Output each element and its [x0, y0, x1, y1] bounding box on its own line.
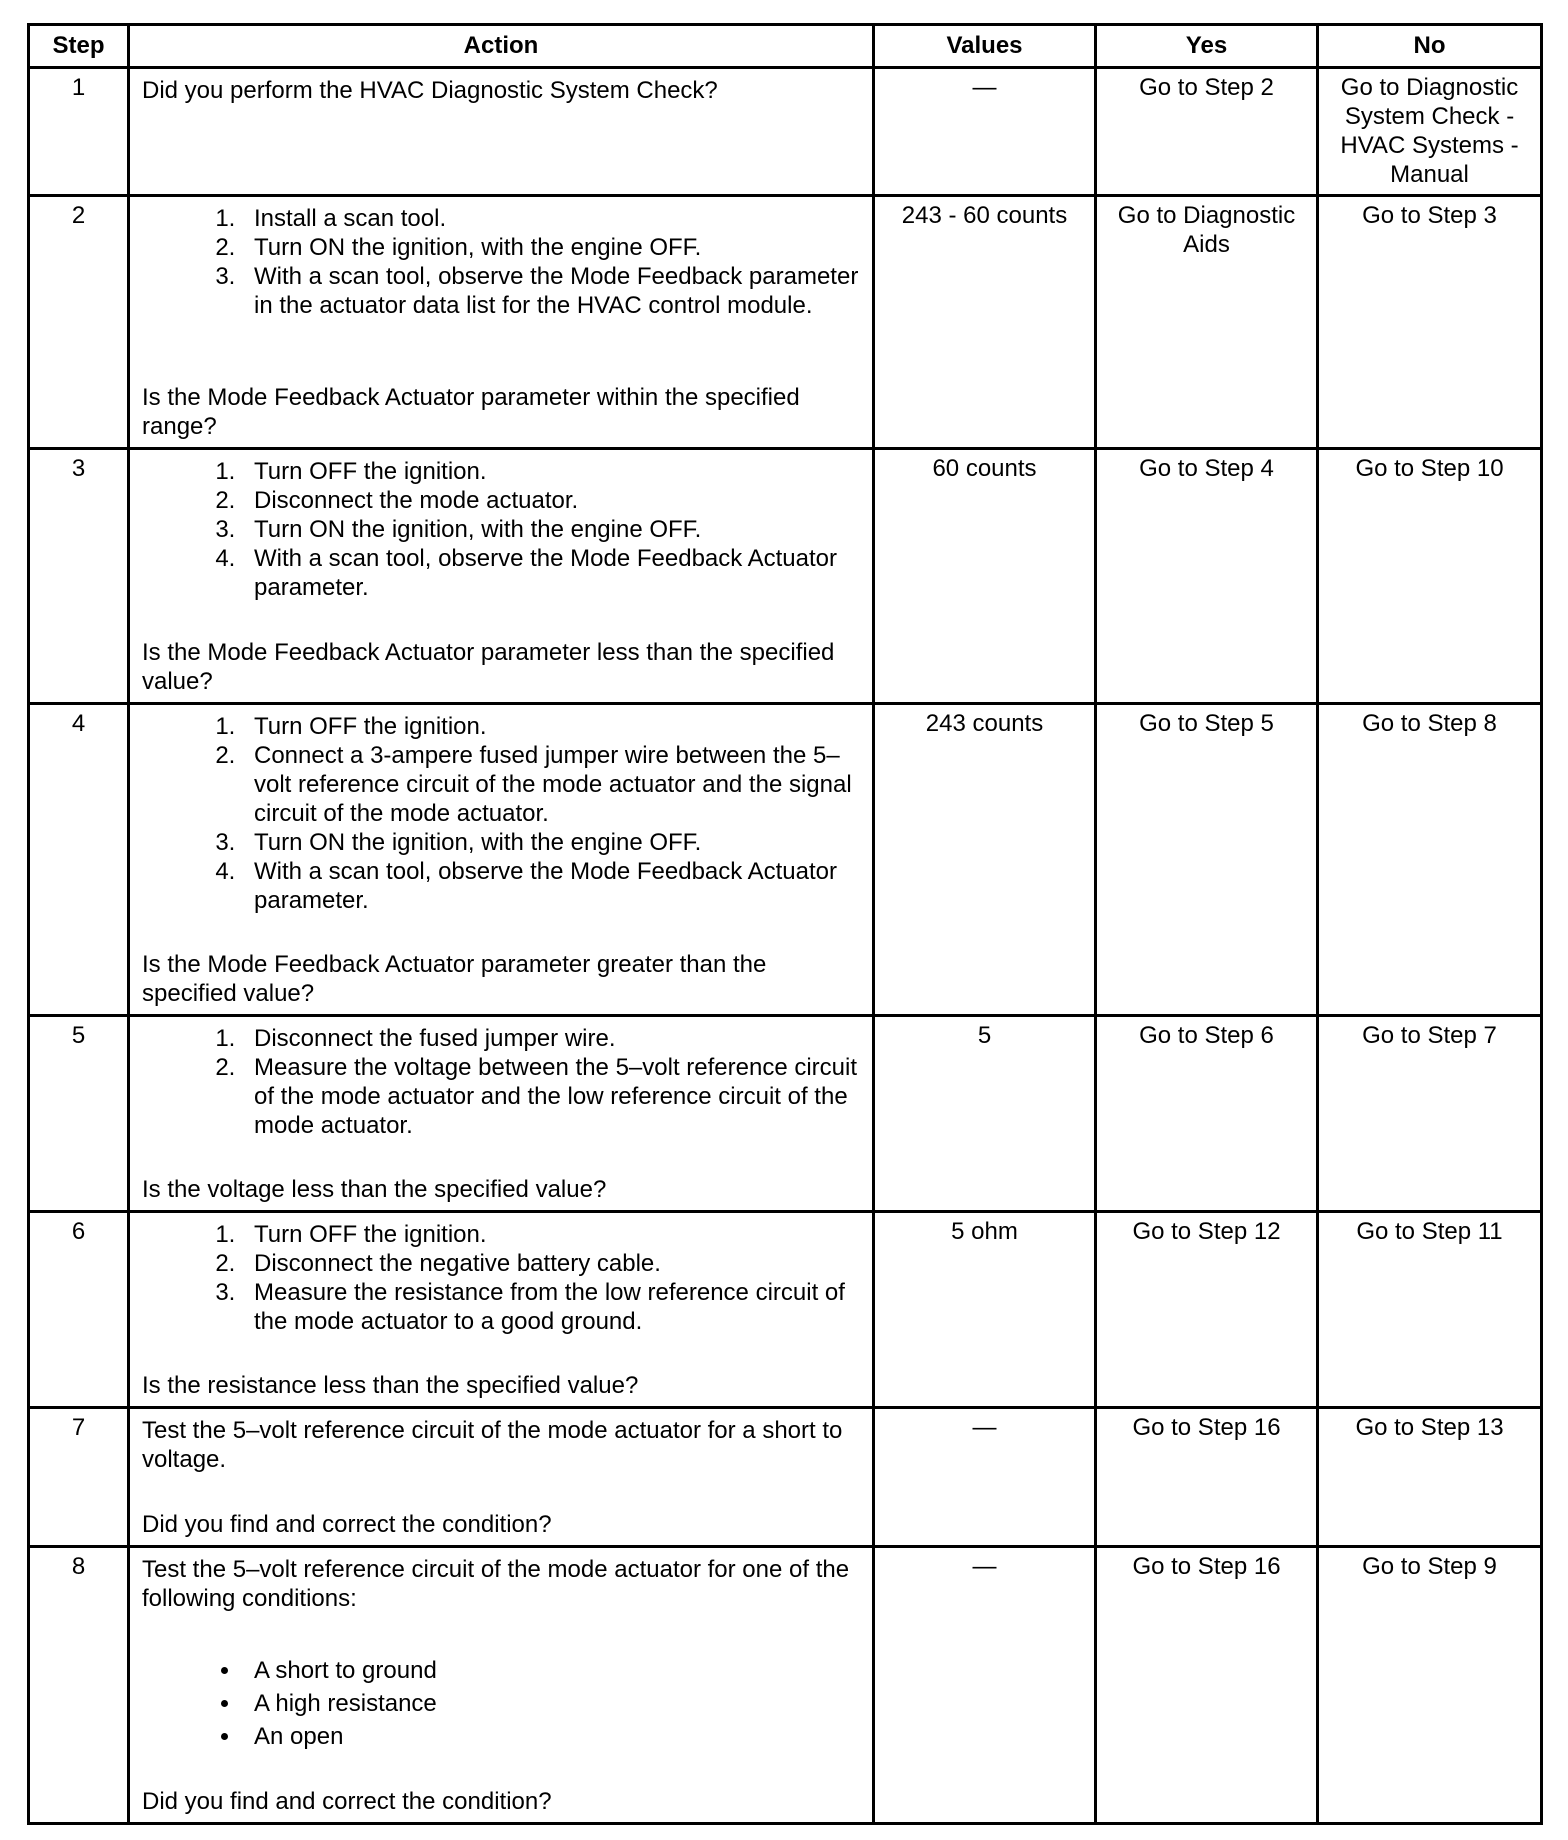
step-number: 4 — [29, 703, 129, 1015]
no-cell: Go to Step 13 — [1318, 1408, 1542, 1546]
value-cell: — — [874, 1408, 1096, 1546]
table-row — [29, 1546, 1542, 1823]
yes-cell: Go to Step 16 — [1096, 1408, 1318, 1546]
no-cell: Go to Step 9 — [1318, 1546, 1542, 1823]
action-bullet-item: • A short to ground — [242, 1656, 860, 1685]
action-step-item: 4. With a scan tool, observe the Mode Feedback Actuator parameter. — [242, 544, 860, 602]
yes-cell: Go to Step 4 — [1096, 449, 1318, 703]
step-number: 2 — [29, 196, 129, 449]
action-step-item: 3. Measure the resistance from the low reference circuit of the mode actuator to a good ground. — [242, 1278, 860, 1336]
diagnostic-table — [27, 23, 1543, 1825]
action-intro: Test the 5–volt reference circuit of the mode actuator for a short to voltage. — [142, 1417, 843, 1474]
no-cell: Go to Step 7 — [1318, 1016, 1542, 1212]
yes-cell: Go to Step 16 — [1096, 1546, 1318, 1823]
value-cell: 243 - 60 counts — [874, 196, 1096, 449]
action-step-item: 1. Install a scan tool. — [242, 204, 860, 233]
action-step-item: 2. Disconnect the mode actuator. — [242, 486, 860, 515]
action-cell — [129, 196, 874, 449]
action-cell — [129, 703, 874, 1015]
no-cell: Go to Step 10 — [1318, 449, 1542, 703]
action-question: Is the voltage less than the specified value? — [142, 1176, 607, 1204]
no-cell: Go to Diagnostic System Check - HVAC Systems - Manual — [1318, 68, 1542, 196]
action-cell — [129, 1016, 874, 1212]
value-cell: 243 counts — [874, 703, 1096, 1015]
action-step-item: 1. Turn OFF the ignition. — [242, 1220, 860, 1249]
action-steps — [142, 1220, 860, 1336]
action-step-item: 3. Turn ON the ignition, with the engine OFF. — [242, 515, 860, 544]
no-cell: Go to Step 3 — [1318, 196, 1542, 449]
step-number: 3 — [29, 449, 129, 703]
action-cell — [129, 1408, 874, 1546]
header-action: Action — [129, 25, 874, 68]
header-values: Values — [874, 25, 1096, 68]
yes-cell: Go to Step 12 — [1096, 1212, 1318, 1408]
action-bullet-item: • A high resistance — [242, 1689, 860, 1718]
action-step-item: 2. Measure the voltage between the 5–volt reference circuit of the mode actuator and the low reference circuit of the mode actuator. — [242, 1053, 860, 1140]
value-cell: — — [874, 1546, 1096, 1823]
no-cell: Go to Step 11 — [1318, 1212, 1542, 1408]
value-cell: — — [874, 68, 1096, 196]
action-bullet-item: • An open — [242, 1722, 860, 1751]
action-cell — [129, 68, 874, 196]
header-yes: Yes — [1096, 25, 1318, 68]
action-cell — [129, 449, 874, 703]
step-number: 5 — [29, 1016, 129, 1212]
step-number: 6 — [29, 1212, 129, 1408]
action-bullets — [142, 1656, 860, 1755]
value-cell: 60 counts — [874, 449, 1096, 703]
action-question: Did you find and correct the condition? — [142, 1510, 552, 1538]
table-row — [29, 1016, 1542, 1212]
action-step-item: 2. Connect a 3-ampere fused jumper wire between the 5–volt reference circuit of the mode actuator and the signal circuit of the mode actuator. — [242, 741, 860, 828]
value-cell: 5 — [874, 1016, 1096, 1212]
step-number: 7 — [29, 1408, 129, 1546]
action-question: Is the Mode Feedback Actuator parameter within the specified range? — [142, 384, 800, 441]
value-cell: 5 ohm — [874, 1212, 1096, 1408]
action-intro: Test the 5–volt reference circuit of the mode actuator for one of the following conditions: — [142, 1555, 850, 1612]
action-steps — [142, 204, 860, 320]
yes-cell: Go to Diagnostic Aids — [1096, 196, 1318, 449]
no-cell: Go to Step 8 — [1318, 703, 1542, 1015]
action-steps — [142, 712, 860, 915]
action-intro: Did you perform the HVAC Diagnostic System Check? — [142, 77, 718, 104]
action-steps — [142, 1024, 860, 1140]
table-row — [29, 703, 1542, 1015]
header-no: No — [1318, 25, 1542, 68]
action-cell — [129, 1212, 874, 1408]
table-row — [29, 1212, 1542, 1408]
table-row — [29, 68, 1542, 196]
table-row — [29, 1408, 1542, 1546]
header-step: Step — [29, 25, 129, 68]
step-number: 8 — [29, 1546, 129, 1823]
action-question: Is the Mode Feedback Actuator parameter greater than the specified value? — [142, 951, 767, 1008]
action-step-item: 3. Turn ON the ignition, with the engine OFF. — [242, 828, 860, 857]
action-step-item: 1. Turn OFF the ignition. — [242, 712, 860, 741]
action-question: Is the resistance less than the specified value? — [142, 1372, 639, 1400]
action-step-item: 4. With a scan tool, observe the Mode Feedback Actuator parameter. — [242, 857, 860, 915]
action-steps — [142, 457, 860, 602]
action-cell — [129, 1546, 874, 1823]
yes-cell: Go to Step 2 — [1096, 68, 1318, 196]
step-number: 1 — [29, 68, 129, 196]
yes-cell: Go to Step 5 — [1096, 703, 1318, 1015]
table-row — [29, 449, 1542, 703]
header-row — [29, 25, 1542, 68]
table-row — [29, 196, 1542, 449]
yes-cell: Go to Step 6 — [1096, 1016, 1318, 1212]
action-step-item: 1. Disconnect the fused jumper wire. — [242, 1024, 860, 1053]
action-step-item: 2. Disconnect the negative battery cable. — [242, 1249, 860, 1278]
action-step-item: 2. Turn ON the ignition, with the engine OFF. — [242, 233, 860, 262]
action-step-item: 3. With a scan tool, observe the Mode Feedback parameter in the actuator data list for the HVAC control module. — [242, 262, 860, 320]
action-question: Did you find and correct the condition? — [142, 1787, 552, 1815]
action-question: Is the Mode Feedback Actuator parameter less than the specified value? — [142, 638, 835, 695]
action-step-item: 1. Turn OFF the ignition. — [242, 457, 860, 486]
